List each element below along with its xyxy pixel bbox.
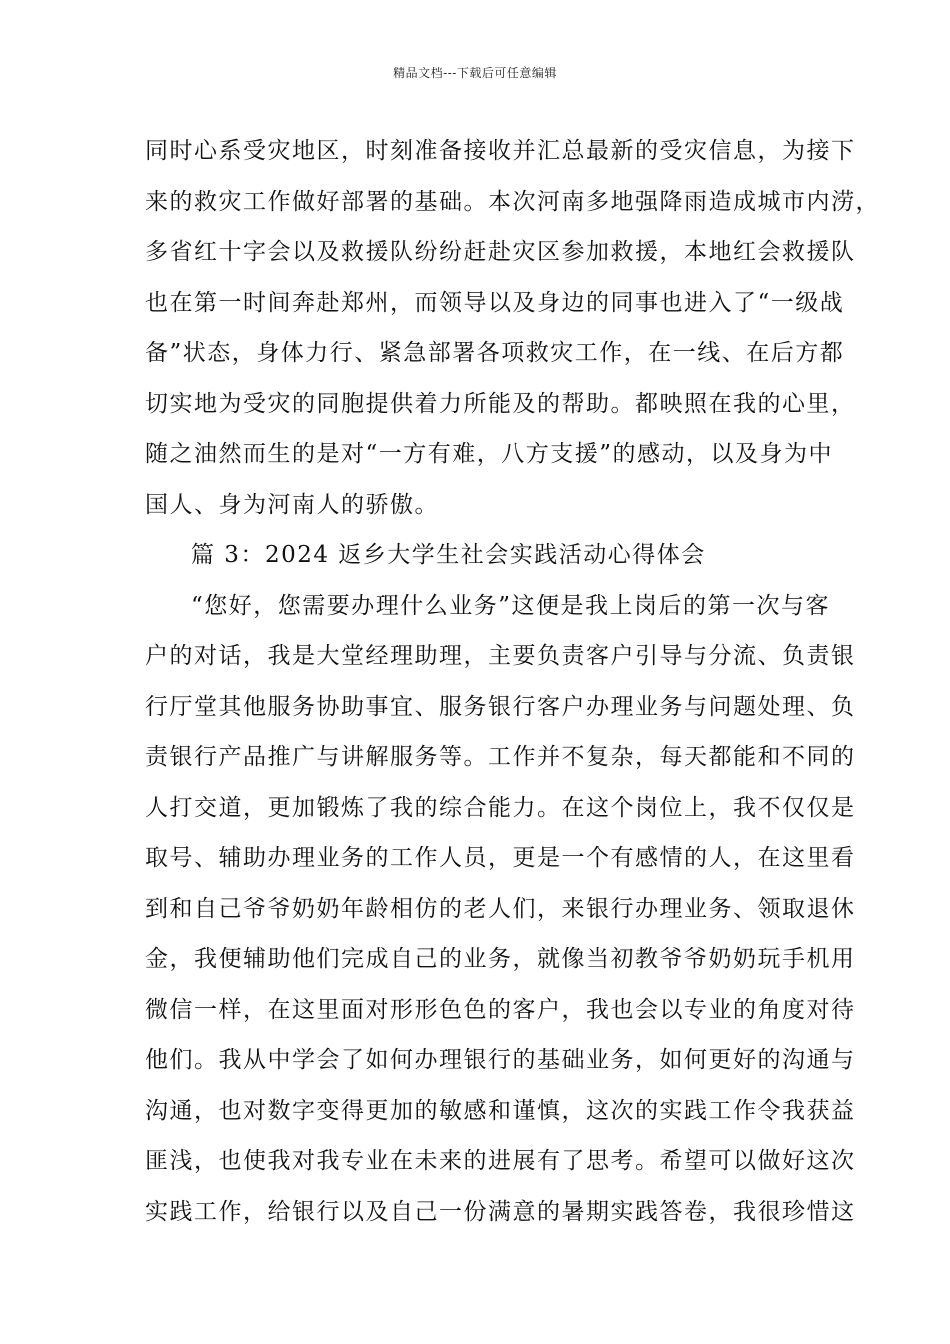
text-line: 多省红十字会以及救援队纷纷赶赴灾区参加救援，本地红会救援队 bbox=[145, 239, 856, 265]
page-header: 精品文档---下载后可任意编辑 bbox=[393, 66, 557, 80]
text-line: 责银行产品推广与讲解服务等。工作并不复杂，每天都能和不同的 bbox=[145, 744, 856, 770]
text-line: 匪浅，也使我对我专业在未来的进展有了思考。希望可以做好这次 bbox=[145, 1148, 856, 1174]
text-line: 备”状态，身体力行、紧急部署各项救灾工作，在一线、在后方都 bbox=[145, 340, 845, 366]
text-line: 微信一样，在这里面对形形色色的客户，我也会以专业的角度对待 bbox=[145, 996, 856, 1023]
document-body bbox=[145, 126, 880, 1237]
text-line: 沟通，也对数字变得更加的敏感和谨慎，这次的实践工作令我获益 bbox=[145, 1097, 856, 1124]
text-line: 行厅堂其他服务协助事宜、服务银行客户办理业务与问题处理、负 bbox=[145, 693, 856, 720]
text-line: 人打交道，更加锻炼了我的综合能力。在这个岗位上，我不仅仅是 bbox=[145, 794, 856, 821]
text-line: 他们。我从中学会了如何办理银行的基础业务，如何更好的沟通与 bbox=[145, 1047, 856, 1073]
text-line: 国人、身为河南人的骄傲。 bbox=[145, 491, 439, 518]
text-line: 实践工作，给银行以及自己一份满意的暑期实践答卷，我很珍惜这 bbox=[145, 1198, 856, 1225]
text-line: 来的救灾工作做好部署的基础。本次河南多地强降雨造成城市内涝， bbox=[145, 188, 880, 215]
section-heading: 篇 3：2024 返乡大学生社会实践活动心得体会 bbox=[191, 542, 706, 568]
paragraph-first-line: “您好，您需要办理什么业务”这便是我上岗后的第一次与客 bbox=[191, 592, 831, 619]
text-line: 也在第一时间奔赴郑州，而领导以及身边的同事也进入了“一级战 bbox=[145, 289, 845, 316]
text-line: 随之油然而生的是对“一方有难，八方支援”的感动，以及身为中 bbox=[145, 441, 834, 467]
text-line: 到和自己爷爷奶奶年龄相仿的老人们，来银行办理业务、领取退休 bbox=[145, 895, 856, 922]
text-line: 取号、辅助办理业务的工作人员，更是一个有感情的人，在这里看 bbox=[145, 845, 856, 871]
text-line: 切实地为受灾的同胞提供着力所能及的帮助。都映照在我的心里， bbox=[145, 390, 856, 417]
text-line: 金，我便辅助他们完成自己的业务，就像当初教爷爷奶奶玩手机用 bbox=[145, 946, 856, 972]
text-line: 户的对话，我是大堂经理助理，主要负责客户引导与分流、负责银 bbox=[145, 643, 856, 669]
text-line: 同时心系受灾地区，时刻准备接收并汇总最新的受灾信息，为接下 bbox=[145, 138, 856, 164]
